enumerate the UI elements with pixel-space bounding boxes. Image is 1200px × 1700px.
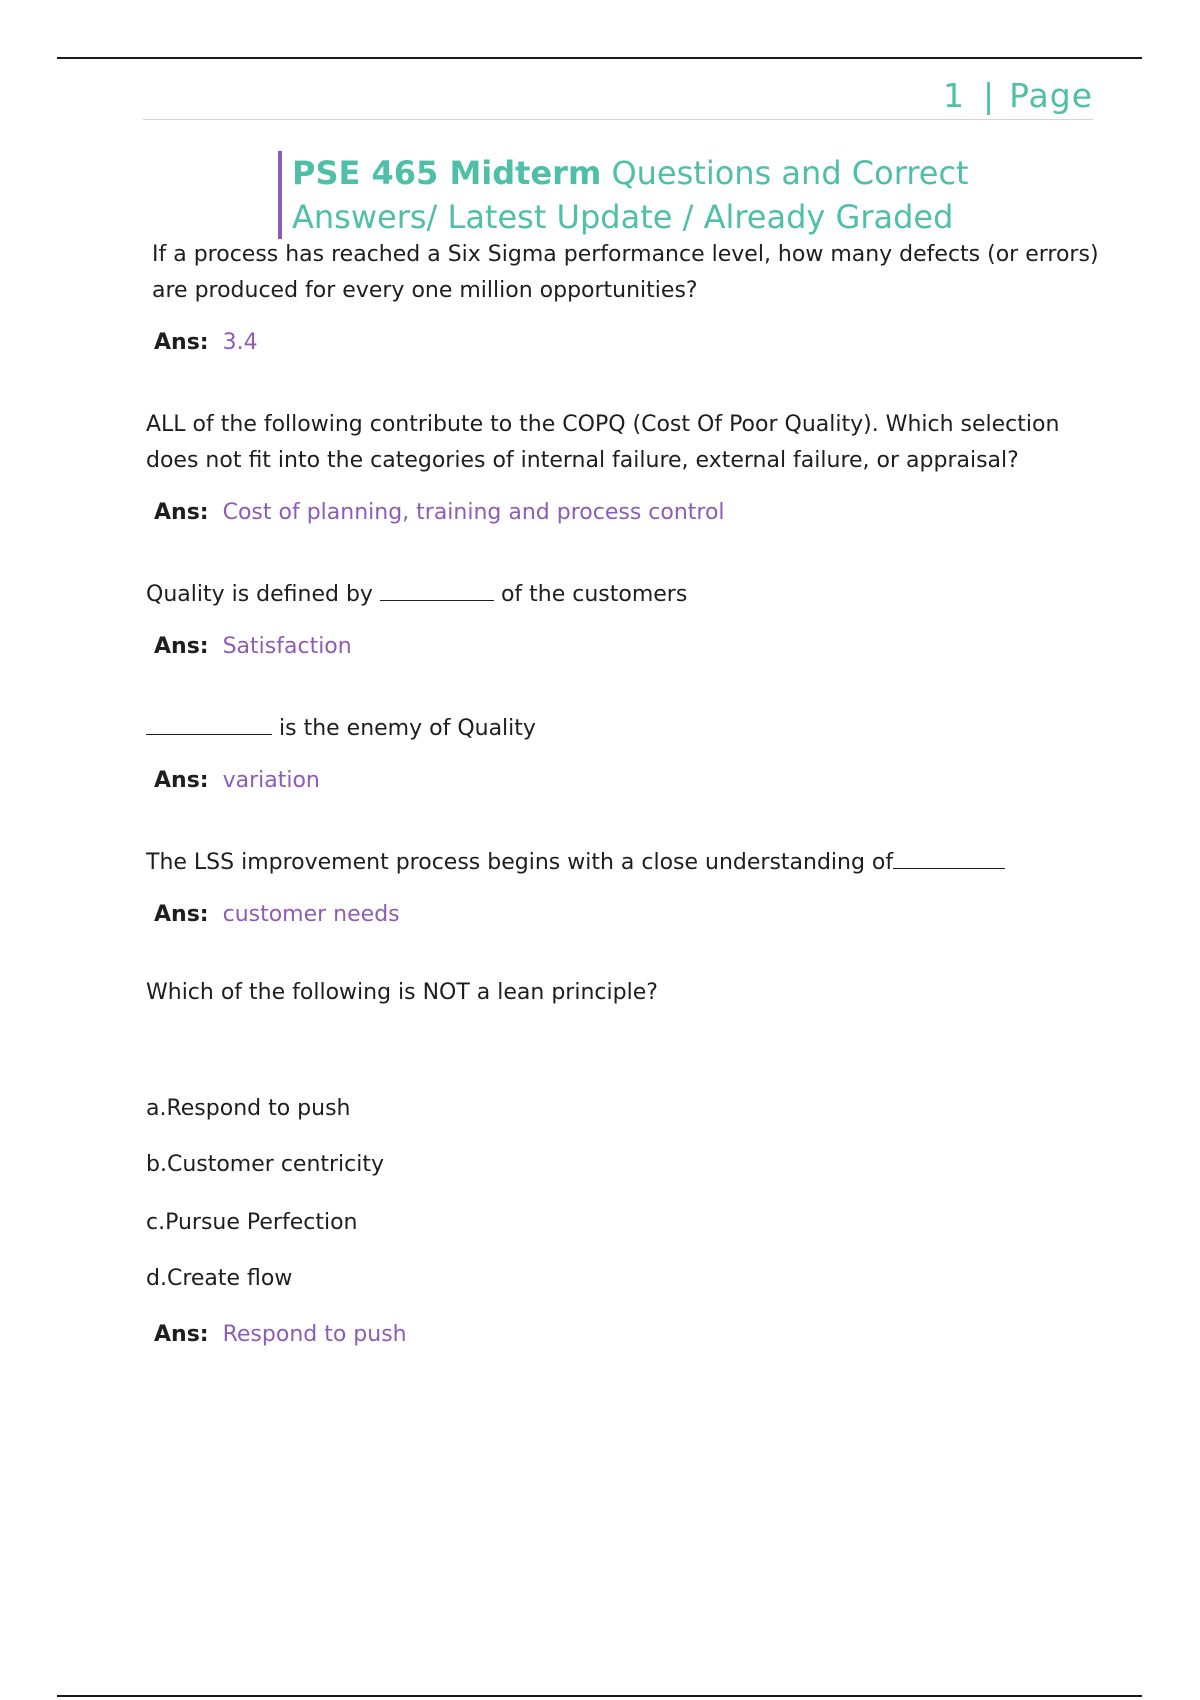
answer-3 xyxy=(146,629,1106,665)
title-line2: Answers/ Latest Update / Already Graded xyxy=(292,198,954,236)
answer-label: Ans: xyxy=(154,902,209,927)
question-text-before: Quality is defined by xyxy=(146,582,373,607)
answer-label: Ans: xyxy=(154,634,209,659)
answer-value: Cost of planning, training and process control xyxy=(222,500,725,525)
answer-value: customer needs xyxy=(222,902,400,927)
answer-value: Respond to push xyxy=(222,1322,407,1347)
page-label: Page xyxy=(1009,76,1093,115)
answer-2 xyxy=(146,495,1106,531)
option-b: b.Customer centricity xyxy=(146,1152,385,1177)
question-2: ALL of the following contribute to the COPQ (Cost Of Poor Quality). Which selection does not fit into the categories of internal failure, external failure, or appraisal? xyxy=(146,412,1060,473)
option-d: d.Create flow xyxy=(146,1266,293,1291)
question-text-before: The LSS improvement process begins with a close understanding of xyxy=(146,850,894,875)
question-4 xyxy=(146,711,1106,747)
question-text-after: is the enemy of Quality xyxy=(279,716,536,741)
page-header xyxy=(143,72,1093,120)
question-6: Which of the following is NOT a lean principle? xyxy=(146,980,658,1005)
question-list xyxy=(146,237,1106,1353)
title-course: PSE 465 Midterm xyxy=(292,154,602,192)
answer-1 xyxy=(146,325,1106,361)
option-a: a.Respond to push xyxy=(146,1096,351,1121)
fill-in-blank xyxy=(146,712,272,735)
top-rule xyxy=(57,57,1142,59)
answer-4 xyxy=(146,763,1106,799)
answer-label: Ans: xyxy=(154,500,209,525)
answer-value: Satisfaction xyxy=(222,634,352,659)
question-text-after: of the customers xyxy=(500,582,688,607)
question-3 xyxy=(146,577,1106,613)
answer-5 xyxy=(146,897,1106,933)
page-number xyxy=(943,76,1093,115)
answer-6 xyxy=(146,1317,1106,1353)
answer-value: variation xyxy=(222,768,320,793)
answer-label: Ans: xyxy=(154,768,209,793)
option-c: c.Pursue Perfection xyxy=(146,1210,358,1235)
answer-label: Ans: xyxy=(154,1322,209,1347)
title-line1-rest: Questions and Correct xyxy=(611,154,969,192)
question-1: If a process has reached a Six Sigma performance level, how many defects (or errors) are produced for every one million opportunities? xyxy=(152,242,1099,303)
bottom-rule xyxy=(57,1695,1142,1697)
page-number-value: 1 xyxy=(942,76,965,115)
question-5 xyxy=(146,845,1106,881)
fill-in-blank xyxy=(893,846,1005,869)
answer-value: 3.4 xyxy=(222,330,258,355)
document-title xyxy=(278,151,1052,239)
page-number-separator: | xyxy=(982,76,996,115)
answer-label: Ans: xyxy=(154,330,209,355)
fill-in-blank xyxy=(380,578,494,601)
